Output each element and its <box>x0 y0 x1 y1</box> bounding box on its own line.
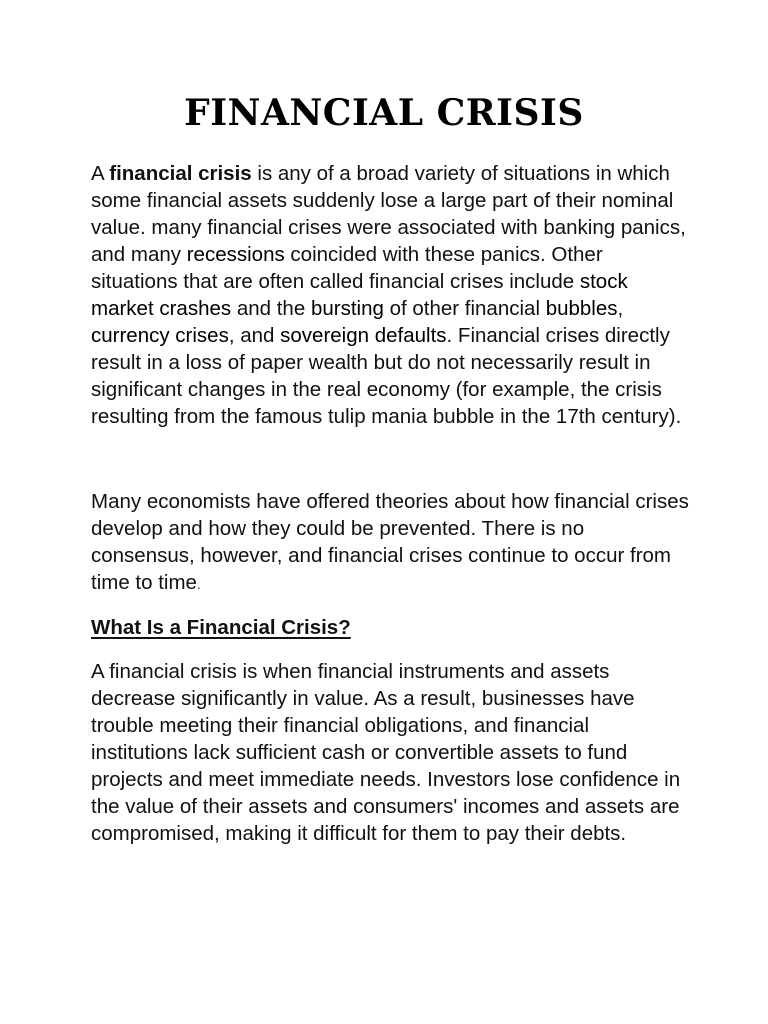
link-sovereign-defaults[interactable]: sovereign defaults <box>280 324 447 347</box>
end-period: . <box>196 577 201 592</box>
text-run: is any of a broad variety of situations in which some financial assets suddenly lose a large part of their nominal value. many financial crises were associated with banking panics, and many <box>91 162 686 266</box>
section-heading: What Is a Financial Crisis? <box>91 616 351 639</box>
intro-paragraph <box>91 160 691 430</box>
link-stock-market-crashes[interactable]: stock market crashes <box>91 270 628 320</box>
text-run: . Financial crises directly result in a loss of paper wealth but do not necessarily result in significant changes in the real economy (for example, the crisis resulting from the famous tulip mania bubble in the 17th century). <box>91 324 682 428</box>
text-run: of other financial <box>383 297 546 320</box>
text-run: A <box>91 162 110 185</box>
text-run: Many economists have offered theories about how financial crises develop and how they could be prevented. There is no consensus, however, and financial crises continue to occur from time to time <box>91 490 689 594</box>
text-run: coincided with these panics. Other situations that are often called financial crises include <box>91 243 603 293</box>
bold-term: financial crisis <box>109 162 252 185</box>
link-currency-crises[interactable]: currency crises <box>91 324 229 347</box>
link-bursting[interactable]: bursting <box>310 297 384 320</box>
text-run: , and <box>228 324 281 347</box>
text-run: and the <box>231 297 311 320</box>
link-recessions[interactable]: recessions <box>186 243 285 266</box>
link-bubbles[interactable]: bubbles <box>545 297 618 320</box>
text-run: , <box>617 297 624 320</box>
page-title: FINANCIAL CRISIS <box>184 92 584 134</box>
economists-paragraph <box>91 488 691 598</box>
definition-paragraph: A financial crisis is when financial instruments and assets decrease significantly in value. As a result, businesses have trouble meeting their financial obligations, and financial institutions lack sufficient cash or convertible assets to fund projects and meet immediate needs. Investors lose confidence in the value of their assets and consumers' incomes and assets are compromised, making it difficult for them to pay their debts. <box>91 660 681 845</box>
